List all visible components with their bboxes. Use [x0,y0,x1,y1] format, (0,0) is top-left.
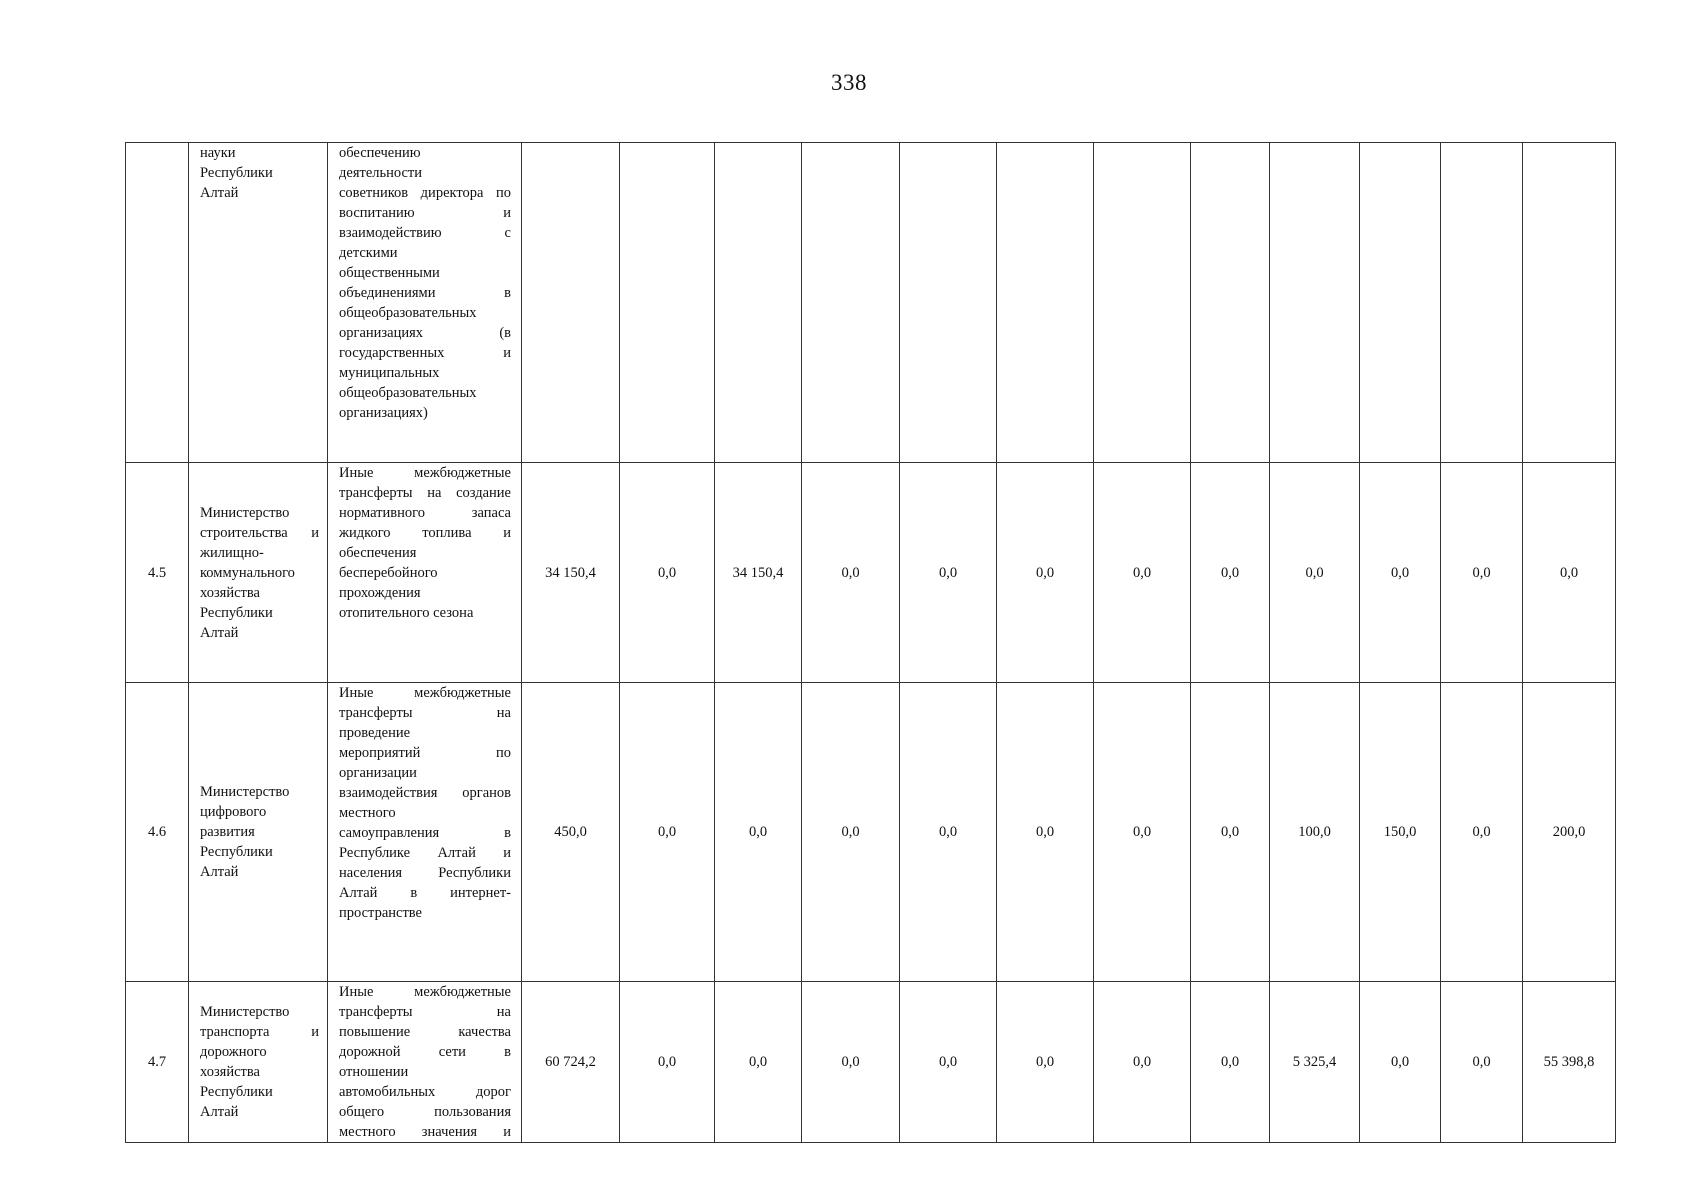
description-line: Республике Алтай и [339,845,511,861]
amount-cell [802,143,900,463]
amount-cell: 0,0 [1360,982,1441,1143]
description-line: Алтай в интернет- [339,885,511,901]
description-line: Иные межбюджетные [339,984,511,1000]
amount-cell: 150,0 [1360,683,1441,982]
table-row [126,463,1616,683]
organization-line: Алтай [200,1104,239,1120]
budget-table [125,142,1616,1143]
description-line: отопительного сезона [339,605,474,621]
amount-cell: 34 150,4 [522,463,620,683]
description-line: взаимодействия органов [339,785,511,801]
row-number [126,143,189,463]
row-number: 4.7 [126,982,189,1143]
amount-cell: 0,0 [997,683,1094,982]
amount-cell [620,143,715,463]
organization-line: Республики [200,165,273,181]
organization-line: Алтай [200,864,239,880]
table-row [126,683,1616,982]
amount-cell [997,143,1094,463]
amount-cell: 0,0 [1191,982,1270,1143]
amount-cell: 0,0 [620,982,715,1143]
description-line: общеобразовательных [339,305,477,321]
description-line: взаимодействию с [339,225,511,241]
description-line: общеобразовательных [339,385,477,401]
organization-line: Республики [200,1084,273,1100]
amount-cell: 0,0 [715,982,802,1143]
organization-line: Республики [200,844,273,860]
organization-line: дорожного [200,1044,267,1060]
amount-cell: 0,0 [1270,463,1360,683]
organization-line: Министерство [200,784,290,800]
amount-cell: 450,0 [522,683,620,982]
amount-cell: 0,0 [1094,463,1191,683]
description-line: объединениями в [339,285,511,301]
amount-cell: 0,0 [620,683,715,982]
description-line: советников директора по [339,185,511,201]
description-line: организациях) [339,405,428,421]
amount-cell: 55 398,8 [1523,982,1616,1143]
description-line: деятельности [339,165,423,181]
amount-cell: 0,0 [997,463,1094,683]
page-number: 338 [831,70,867,95]
description-line: местного [339,805,396,821]
amount-cell: 100,0 [1270,683,1360,982]
measure-description [328,143,522,463]
amount-cell: 0,0 [1441,982,1523,1143]
amount-cell [522,143,620,463]
responsible-organization [189,143,328,463]
amount-cell: 0,0 [900,463,997,683]
description-line: мероприятий по [339,745,511,761]
organization-line: Министерство [200,504,290,521]
description-line: трансферты на [339,705,511,721]
responsible-organization [189,463,328,683]
amount-cell [1441,143,1523,463]
description-line: обеспечения [339,545,417,561]
table-row [126,982,1616,1143]
organization-line: развития [200,824,255,840]
description-line: Иные межбюджетные [339,465,511,481]
organization-line: коммунального [200,564,295,581]
description-line: организациях (в [339,325,511,341]
measure-description [328,683,522,982]
amount-cell: 0,0 [900,982,997,1143]
table-row [126,143,1616,463]
description-line: пространстве [339,905,422,921]
amount-cell [1360,143,1441,463]
amount-cell: 0,0 [1441,463,1523,683]
organization-line: хозяйства [200,584,260,601]
amount-cell: 200,0 [1523,683,1616,982]
amount-cell: 60 724,2 [522,982,620,1143]
organization-line: хозяйства [200,1064,260,1080]
organization-line: цифрового [200,804,267,820]
amount-cell: 0,0 [1523,463,1616,683]
description-line: трансферты на создание [339,485,511,501]
description-line: отношении [339,1064,409,1080]
amount-cell [1270,143,1360,463]
amount-cell: 0,0 [620,463,715,683]
amount-cell: 0,0 [997,982,1094,1143]
description-line: жидкого топлива и [339,525,511,541]
row-number: 4.5 [126,463,189,683]
amount-cell: 0,0 [1094,683,1191,982]
description-line: нормативного запаса [339,505,511,521]
measure-description [328,463,522,683]
organization-line: Министерство [200,1004,290,1020]
description-line: обеспечению [339,145,421,161]
amount-cell: 0,0 [1191,463,1270,683]
description-line: самоуправления в [339,825,511,841]
description-line: прохождения [339,585,421,601]
description-line: муниципальных [339,365,440,381]
organization-line: Алтай [200,185,239,201]
description-line: автомобильных дорог [339,1084,511,1100]
amount-cell: 0,0 [802,982,900,1143]
description-line: дорожной сети в [339,1044,511,1060]
amount-cell: 0,0 [802,683,900,982]
amount-cell [1094,143,1191,463]
table-body [126,143,1616,1143]
responsible-organization [189,982,328,1143]
amount-cell: 34 150,4 [715,463,802,683]
description-line: проведение [339,725,411,741]
measure-description [328,982,522,1143]
description-line: повышение качества [339,1024,511,1040]
description-line: воспитанию и [339,205,511,221]
amount-cell: 0,0 [1360,463,1441,683]
amount-cell: 0,0 [802,463,900,683]
row-number: 4.6 [126,683,189,982]
amount-cell: 0,0 [1094,982,1191,1143]
amount-cell [1191,143,1270,463]
organization-line: жилищно- [200,544,264,561]
organization-line: Республики [200,604,273,621]
amount-cell [715,143,802,463]
organization-line: транспорта и [200,1024,319,1040]
description-line: организации [339,765,417,781]
description-line: детскими [339,245,398,261]
amount-cell: 0,0 [715,683,802,982]
organization-line: науки [200,145,236,161]
amount-cell [1523,143,1616,463]
amount-cell: 5 325,4 [1270,982,1360,1143]
amount-cell: 0,0 [1191,683,1270,982]
description-line: населения Республики [339,865,511,881]
organization-line: строительства и [200,524,319,541]
description-line: общественными [339,265,440,281]
description-line: общего пользования [339,1104,511,1120]
organization-line: Алтай [200,624,239,641]
amount-cell: 0,0 [900,683,997,982]
responsible-organization [189,683,328,982]
amount-cell: 0,0 [1441,683,1523,982]
description-line: местного значения и [339,1124,511,1140]
description-line: трансферты на [339,1004,511,1020]
description-line: бесперебойного [339,565,438,581]
description-line: Иные межбюджетные [339,685,511,701]
description-line: государственных и [339,345,511,361]
amount-cell [900,143,997,463]
